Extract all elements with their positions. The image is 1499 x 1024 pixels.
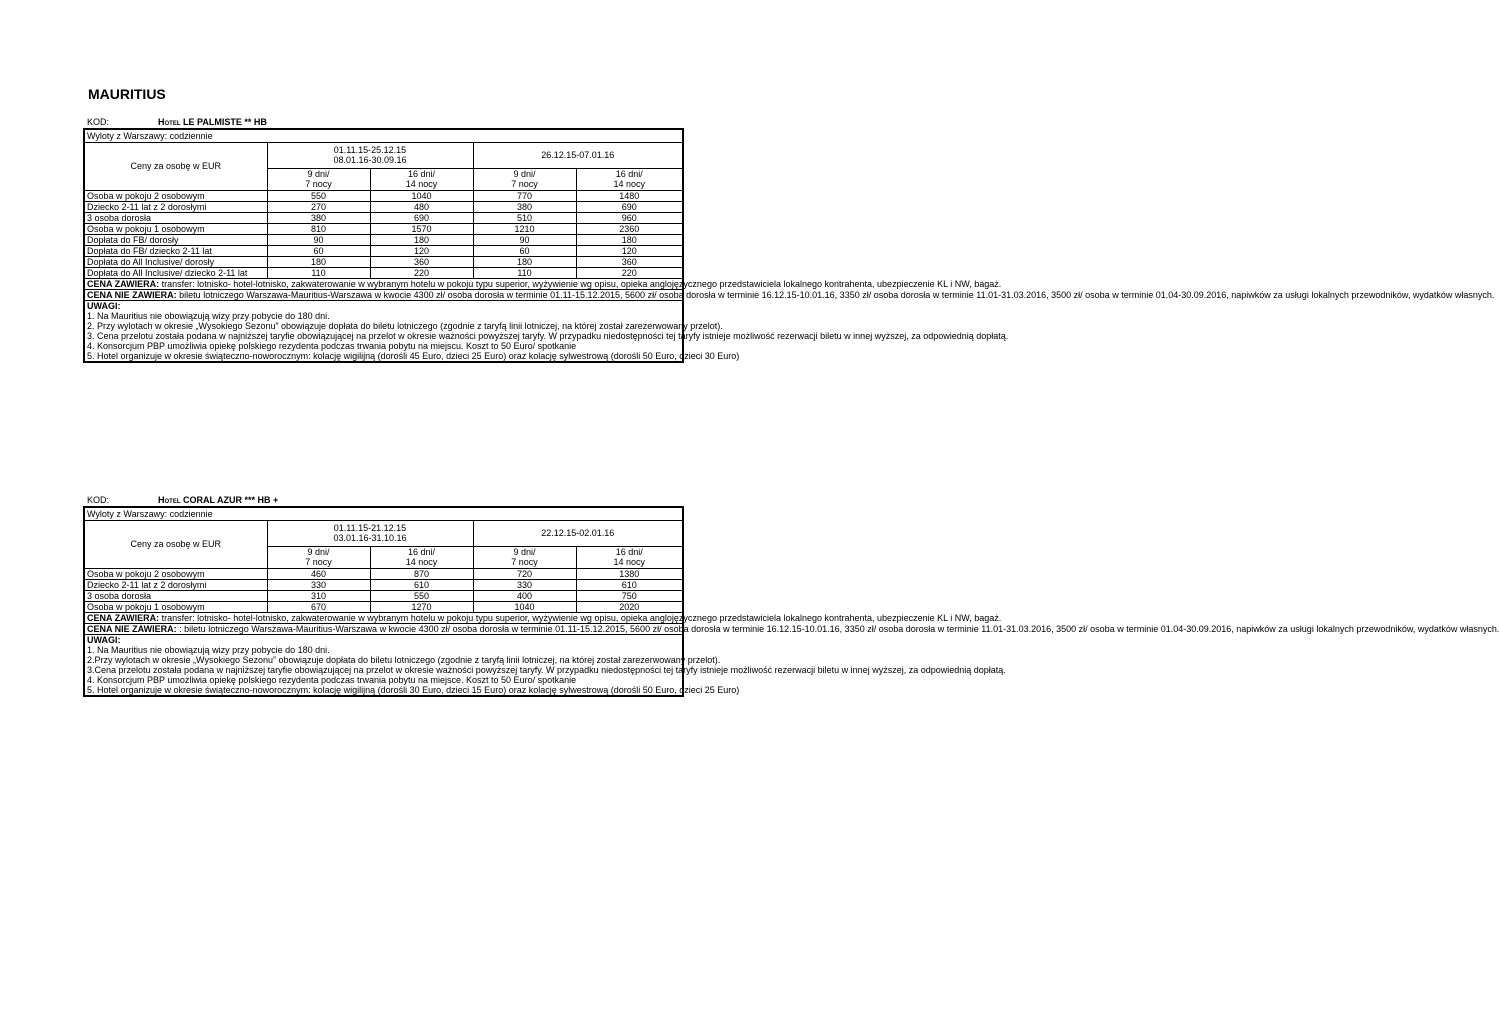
includes-block bbox=[84, 278, 1002, 289]
price-cell: 90 bbox=[267, 234, 370, 245]
price-cell: 1570 bbox=[370, 223, 473, 234]
note-item: 5. Hotel organizuje w okresie świąteczno-noworocznym: kolację wigilijną (dorośli 30 Euro, dzieci 15 Euro) oraz kolację sylwestrową (dorośli 50 Euro, dzieci 25 Euro) bbox=[87, 684, 740, 695]
price-cell: 1270 bbox=[370, 601, 473, 612]
price-cell: 60 bbox=[473, 245, 576, 256]
price-cell: 460 bbox=[267, 568, 370, 579]
price-cell: 330 bbox=[267, 579, 370, 590]
price-cell: 960 bbox=[576, 212, 683, 223]
duration-header: 16 dni/ 14 nocy bbox=[576, 168, 683, 190]
price-row bbox=[84, 579, 683, 590]
price-row bbox=[84, 601, 683, 612]
price-cell: 360 bbox=[576, 256, 683, 267]
price-cell: 610 bbox=[576, 579, 683, 590]
excludes-label: CENA NIE ZAWIERA: bbox=[87, 623, 177, 634]
row-label: 3 osoba dorosła bbox=[84, 590, 267, 601]
row-label: Dopłata do FB/ dziecko 2-11 lat bbox=[84, 245, 267, 256]
includes-label: CENA ZAWIERA: bbox=[87, 278, 160, 289]
period-header: 01.11.15-25.12.15 08.01.16-30.09.16 bbox=[267, 142, 473, 168]
price-cell: 750 bbox=[576, 590, 683, 601]
note-item: 4. Konsorcjum PBP umożliwia opiekę polskiego rezydenta podczas trwania pobytu na miejsce. Koszt to 50 Euro/ spotkanie bbox=[87, 674, 577, 685]
price-cell: 1380 bbox=[576, 568, 683, 579]
departures: Wyloty z Warszawy: codziennie bbox=[84, 129, 683, 142]
duration-header: 9 dni/ 7 nocy bbox=[473, 168, 576, 190]
price-cell: 60 bbox=[267, 245, 370, 256]
hotel-section-le-palmiste bbox=[83, 116, 1495, 363]
price-cell: 110 bbox=[267, 267, 370, 278]
price-cell: 810 bbox=[267, 223, 370, 234]
price-row bbox=[84, 201, 683, 212]
excludes-text: biletu lotniczego Warszawa-Mauritius-Warszawa w kwocie 4300 zł/ osoba dorosła w terminie 01.11-15.12.2015, 5600 zł/ osoba dorosła w terminie 16.12.15-10.01.16, 3350 zł/ osoba dorosła w terminie 11.01-31.03.2016, 3500 zł/ osoba w terminie 01.04-30.09.2016, napiwków za usługi lokalnych przewodników, wydatków własnych. bbox=[176, 289, 1495, 300]
includes-block bbox=[84, 612, 1002, 623]
row-label: Osoba w pokoju 2 osobowym bbox=[84, 568, 267, 579]
period-header: 26.12.15-07.01.16 bbox=[473, 142, 683, 168]
note-item: 2. Przy wylotach w okresie „Wysokiego Sezonu” obowiązuje dopłata do biletu lotniczego (zgodnie z taryfą linii lotniczej, na której został zarezerwowany przelot). bbox=[87, 320, 723, 331]
price-cell: 400 bbox=[473, 590, 576, 601]
price-cell: 360 bbox=[370, 256, 473, 267]
price-cell: 690 bbox=[370, 212, 473, 223]
price-table bbox=[83, 506, 1499, 697]
row-label: Dopłata do All Inclusive/ dziecko 2-11 lat bbox=[84, 267, 267, 278]
note-item: 1. Na Mauritius nie obowiązują wizy przy pobycie do 180 dni. bbox=[87, 644, 330, 655]
excludes-label: CENA NIE ZAWIERA: bbox=[87, 289, 177, 300]
hotel-name: Hotel CORAL AZUR *** HB + bbox=[158, 495, 279, 505]
price-cell: 110 bbox=[473, 267, 576, 278]
duration-header: 16 dni/ 14 nocy bbox=[370, 168, 473, 190]
price-cell: 120 bbox=[576, 245, 683, 256]
price-cell: 510 bbox=[473, 212, 576, 223]
departures: Wyloty z Warszawy: codziennie bbox=[84, 507, 683, 520]
note-item: 5. Hotel organizuje w okresie świąteczno-noworocznym: kolację wigilijną (dorośli 45 Euro, dzieci 25 Euro) oraz kolację sylwestrową (dorośli 50 Euro, dzieci 30 Euro) bbox=[87, 350, 740, 361]
row-label: Dziecko 2-11 lat z 2 dorosłymi bbox=[84, 201, 267, 212]
price-cell: 310 bbox=[267, 590, 370, 601]
note-item: 2.Przy wylotach w okresie „Wysokiego Sezonu” obowiązuje dopłata do biletu lotniczego (zgodnie z taryfą linii lotniczej, na której został zarezerwowany przelot). bbox=[87, 654, 721, 665]
price-cell: 330 bbox=[473, 579, 576, 590]
price-label: Ceny za osobę w EUR bbox=[84, 520, 267, 568]
period-header: 01.11.15-21.12.15 03.01.16-31.10.16 bbox=[267, 520, 473, 546]
price-cell: 1210 bbox=[473, 223, 576, 234]
excludes-block bbox=[84, 623, 1499, 634]
period-header: 22.12.15-02.01.16 bbox=[473, 520, 683, 546]
price-cell: 2360 bbox=[576, 223, 683, 234]
duration-header: 9 dni/ 7 nocy bbox=[473, 546, 576, 568]
hotel-section-coral-azur bbox=[83, 494, 1499, 697]
price-cell: 550 bbox=[370, 590, 473, 601]
notes-block bbox=[84, 634, 1006, 696]
price-row bbox=[84, 568, 683, 579]
price-cell: 270 bbox=[267, 201, 370, 212]
price-cell: 720 bbox=[473, 568, 576, 579]
price-cell: 120 bbox=[370, 245, 473, 256]
note-item: 3.Cena przelotu została podana w najniższej taryfie obowiązującej na przelot w okresie ważności powyższej taryfy. W przypadku niedostępności tej taryfy istnieje możliwość rezerwacji biletu w innej wyższej, za odpowiednią dopłatą. bbox=[87, 664, 1006, 675]
hotel-header bbox=[83, 494, 682, 506]
price-cell: 380 bbox=[267, 212, 370, 223]
price-row bbox=[84, 245, 683, 256]
price-cell: 670 bbox=[267, 601, 370, 612]
price-cell: 770 bbox=[473, 190, 576, 201]
price-row bbox=[84, 212, 683, 223]
price-cell: 1040 bbox=[370, 190, 473, 201]
price-cell: 870 bbox=[370, 568, 473, 579]
price-cell: 220 bbox=[370, 267, 473, 278]
price-row bbox=[84, 234, 683, 245]
price-cell: 180 bbox=[267, 256, 370, 267]
price-cell: 610 bbox=[370, 579, 473, 590]
row-label: Dopłata do FB/ dorosły bbox=[84, 234, 267, 245]
notes-label: UWAGI: bbox=[87, 634, 121, 645]
price-cell: 180 bbox=[576, 234, 683, 245]
row-label: Osoba w pokoju 1 osobowym bbox=[84, 601, 267, 612]
price-row bbox=[84, 590, 683, 601]
kod-label: KOD: bbox=[87, 495, 110, 505]
price-cell: 480 bbox=[370, 201, 473, 212]
page-title: MAURITIUS bbox=[88, 86, 166, 102]
price-row bbox=[84, 223, 683, 234]
duration-header: 16 dni/ 14 nocy bbox=[370, 546, 473, 568]
price-cell: 2020 bbox=[576, 601, 683, 612]
includes-text: transfer: lotnisko- hotel-lotnisko, zakwaterowanie w wybranym hotelu w pokoju typu superior, wyżywienie wg opisu, opieka anglojęzycznego przedstawiciela lokalnego kontrahenta, ubezpieczenie KL i NW, bagaż. bbox=[159, 278, 1002, 289]
price-cell: 180 bbox=[370, 234, 473, 245]
price-label: Ceny za osobę w EUR bbox=[84, 142, 267, 190]
duration-header: 9 dni/ 7 nocy bbox=[267, 546, 370, 568]
hotel-name: Hotel LE PALMISTE ** HB bbox=[158, 117, 267, 127]
row-label: Dopłata do All Inclusive/ dorosły bbox=[84, 256, 267, 267]
price-cell: 380 bbox=[473, 201, 576, 212]
row-label: Dziecko 2-11 lat z 2 dorosłymi bbox=[84, 579, 267, 590]
row-label: Osoba w pokoju 2 osobowym bbox=[84, 190, 267, 201]
includes-text: transfer: lotnisko- hotel-lotnisko, zakwaterowanie w wybranym hotelu w pokoju typu superior, wyżywienie wg opisu, opieka anglojęzycznego przedstawiciela lokalnego kontrahenta, ubezpieczenie KL i NW, bagaż. bbox=[159, 612, 1002, 623]
includes-label: CENA ZAWIERA: bbox=[87, 612, 160, 623]
price-row bbox=[84, 267, 683, 278]
price-cell: 1040 bbox=[473, 601, 576, 612]
notes-label: UWAGI: bbox=[87, 300, 121, 311]
price-cell: 220 bbox=[576, 267, 683, 278]
duration-header: 16 dni/ 14 nocy bbox=[576, 546, 683, 568]
excludes-block bbox=[84, 289, 1495, 300]
duration-header: 9 dni/ 7 nocy bbox=[267, 168, 370, 190]
price-cell: 90 bbox=[473, 234, 576, 245]
note-item: 3. Cena przelotu została podana w najniższej taryfie obowiązującej na przelot w okresie ważności powyższej taryfy. W przypadku niedostępności tej taryfy istnieje możliwość rezerwacji biletu w innej wyższej, za odpowiednią dopłatą. bbox=[87, 330, 1009, 341]
price-row bbox=[84, 256, 683, 267]
hotel-header bbox=[83, 116, 682, 128]
note-item: 1. Na Mauritius nie obowiązują wizy przy pobycie do 180 dni. bbox=[87, 310, 330, 321]
row-label: Osoba w pokoju 1 osobowym bbox=[84, 223, 267, 234]
notes-block bbox=[84, 300, 1009, 362]
price-cell: 180 bbox=[473, 256, 576, 267]
price-cell: 550 bbox=[267, 190, 370, 201]
kod-label: KOD: bbox=[87, 117, 110, 127]
price-row bbox=[84, 190, 683, 201]
price-table bbox=[83, 128, 1495, 363]
row-label: 3 osoba dorosła bbox=[84, 212, 267, 223]
price-cell: 690 bbox=[576, 201, 683, 212]
price-cell: 1480 bbox=[576, 190, 683, 201]
excludes-text: : biletu lotniczego Warszawa-Mauritius-Warszawa w kwocie 4300 zł/ osoba dorosła w terminie 01.11-15.12.2015, 5600 zł/ osoba dorosła w terminie 16.12.15-10.01.16, 3350 zł/ osoba dorosła w terminie 11.01-31.03.2016, 3500 zł/ osoba w terminie 01.04-30.09.2016, napiwków za usługi lokalnych przewodników, wydatków własnych. bbox=[176, 623, 1499, 634]
note-item: 4. Konsorcjum PBP umożliwia opiekę polskiego rezydenta podczas trwania pobytu na miejscu. Koszt to 50 Euro/ spotkanie bbox=[87, 340, 577, 351]
